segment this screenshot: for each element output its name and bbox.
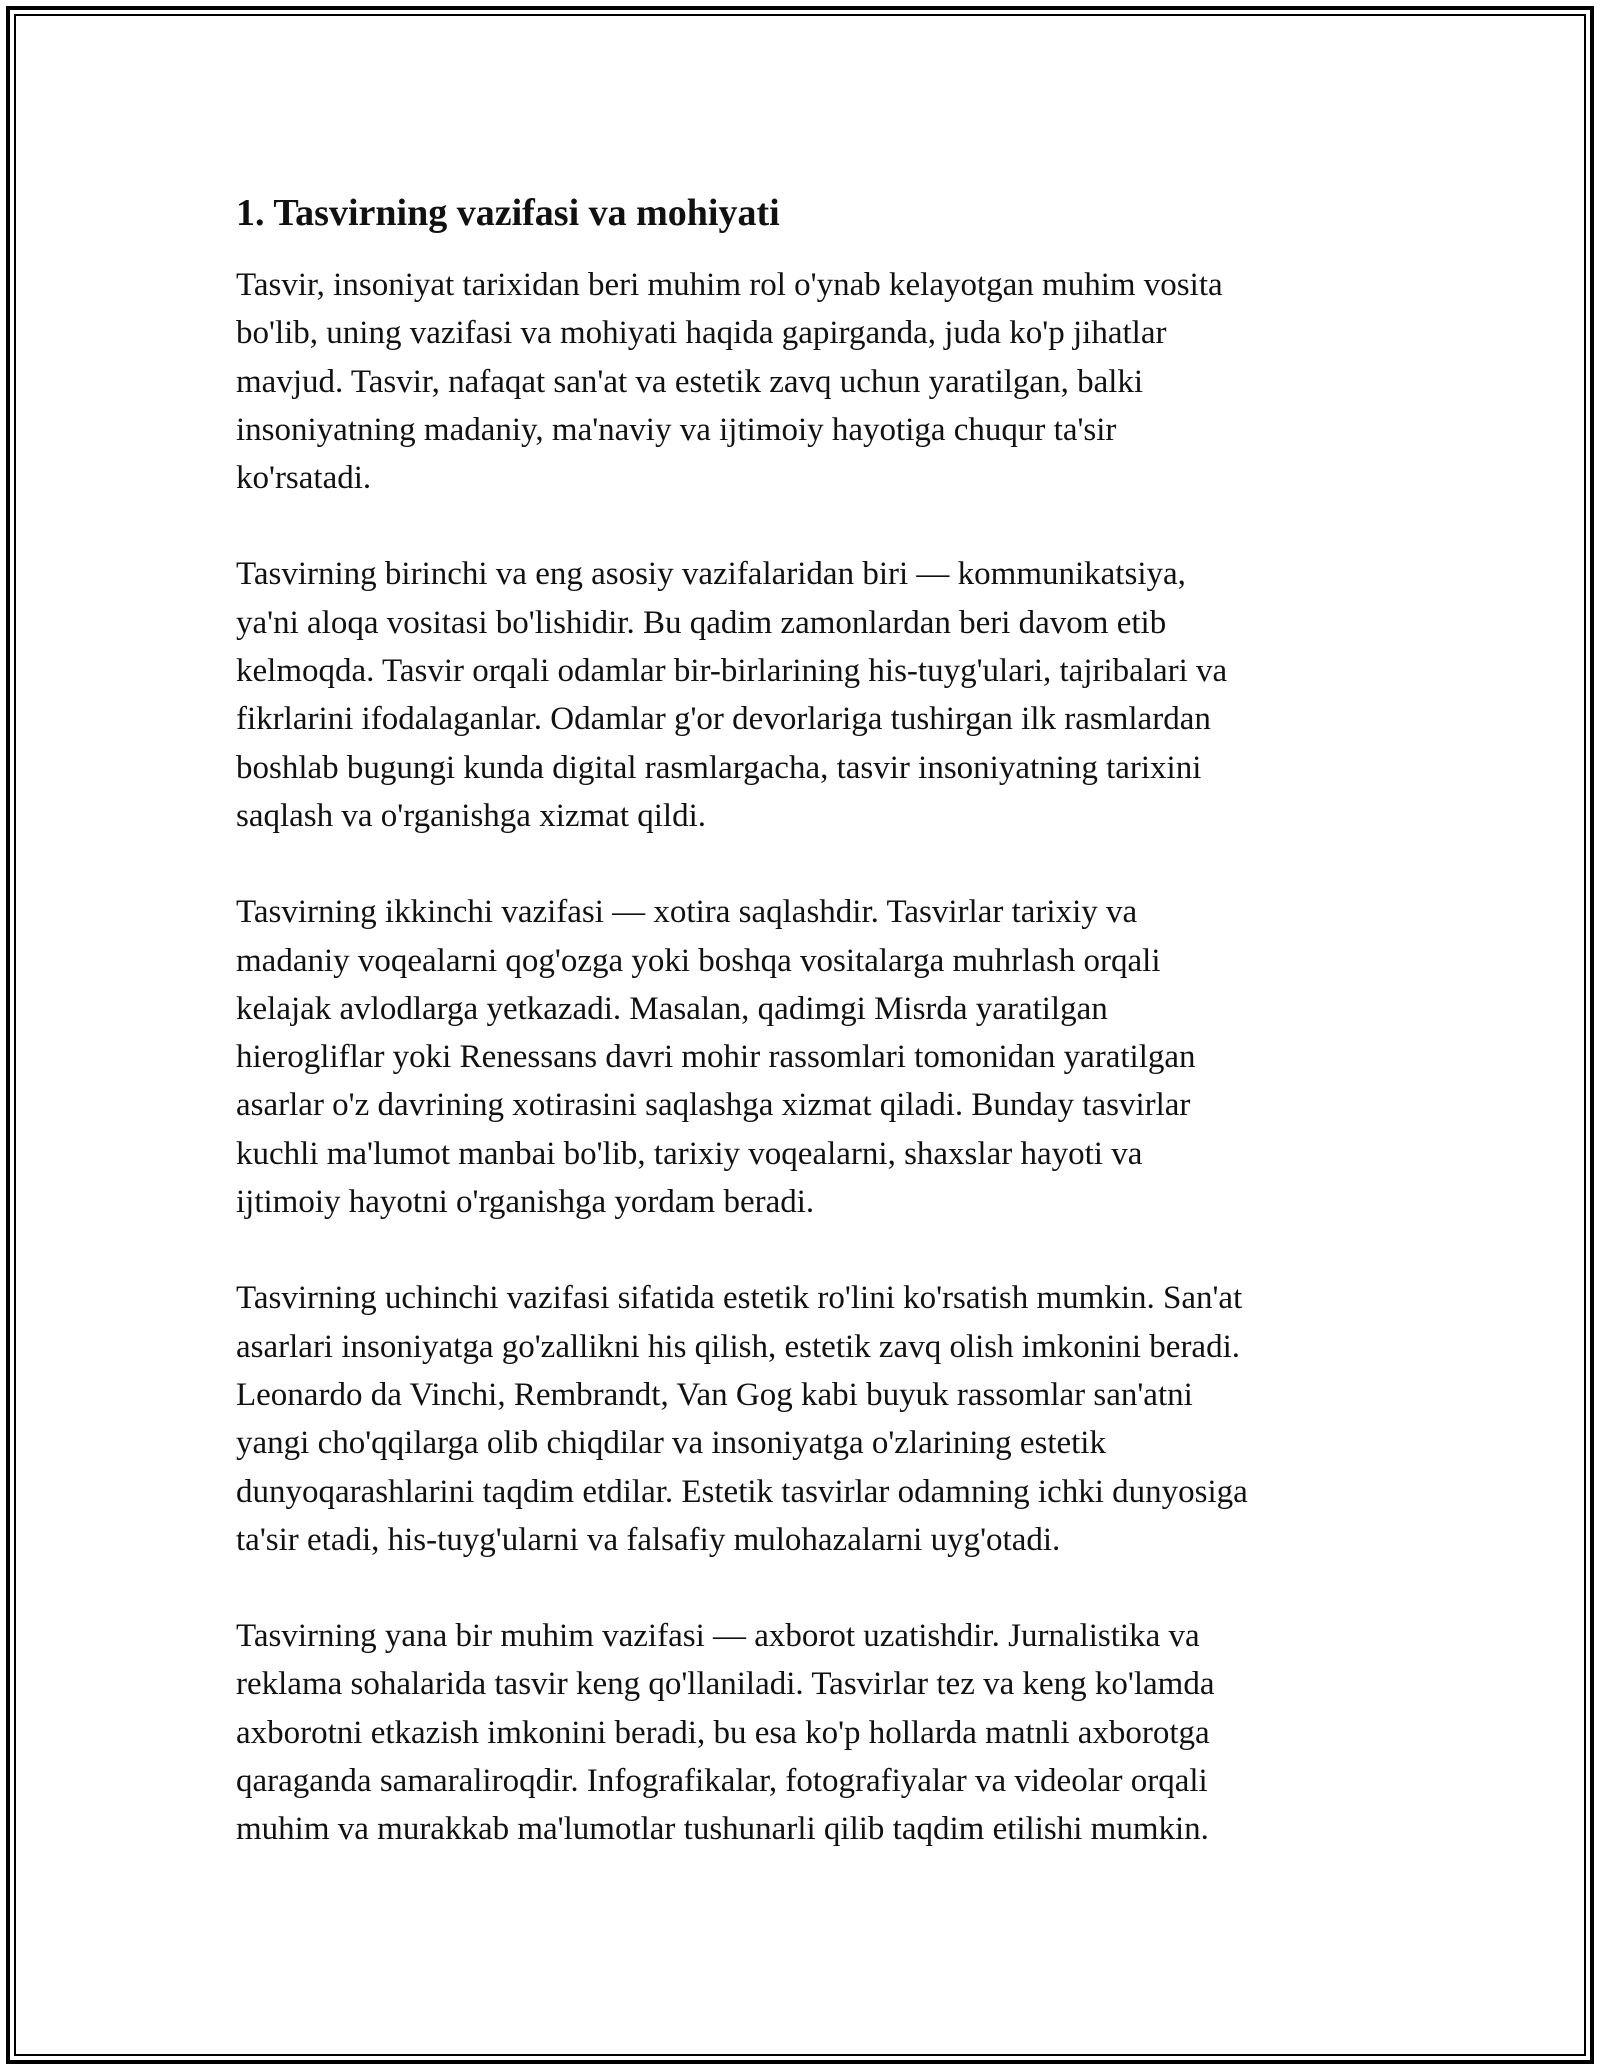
- paragraph-line: insoniyatning madaniy, ma'naviy va ijtimoiy hayotiga chuqur ta'sir: [236, 411, 1117, 448]
- paragraph-line: reklama sohalarida tasvir keng qo'llaniladi. Tasvirlar tez va keng ko'lamda: [236, 1666, 1215, 1703]
- paragraph-line: qaraganda samaraliroqdir. Infografikalar, fotografiyalar va videolar orqali: [236, 1763, 1208, 1800]
- paragraph-line: Tasvirning uchinchi vazifasi sifatida estetik ro'lini ko'rsatish mumkin. San'at: [236, 1280, 1243, 1317]
- document-body: [236, 185, 1376, 1902]
- paragraph-line: Tasvirning ikkinchi vazifasi — xotira saqlashdir. Tasvirlar tarixiy va: [236, 894, 1138, 931]
- paragraph-line: ijtimoiy hayotni o'rganishga yordam beradi.: [236, 1184, 815, 1221]
- paragraph-line: axborotni etkazish imkonini beradi, bu esa ko'p hollarda matnli axborotga: [236, 1714, 1210, 1751]
- paragraph-line: mavjud. Tasvir, nafaqat san'at va estetik zavq uchun yaratilgan, balki: [236, 363, 1144, 400]
- paragraph-line: bo'lib, uning vazifasi va mohiyati haqida gapirganda, juda ko'p jihatlar: [236, 315, 1167, 352]
- paragraph-line: kuchli ma'lumot manbai bo'lib, tarixiy voqealarni, shaxslar hayoti va: [236, 1135, 1143, 1172]
- paragraph-line: muhim va murakkab ma'lumotlar tushunarli qilib taqdim etilishi mumkin.: [236, 1811, 1209, 1848]
- paragraph-line: boshlab bugungi kunda digital rasmlargacha, tasvir insoniyatning tarixini: [236, 749, 1202, 786]
- paragraph-line: kelmoqda. Tasvir orqali odamlar bir-birlarining his-tuyg'ulari, tajribalari va: [236, 653, 1228, 690]
- paragraph-line: yangi cho'qqilarga olib chiqdilar va insoniyatga o'zlarining estetik: [236, 1425, 1106, 1462]
- paragraph-line: ko'rsatadi.: [236, 460, 372, 497]
- paragraph-line: Tasvir, insoniyat tarixidan beri muhim rol o'ynab kelayotgan muhim vosita: [236, 267, 1223, 303]
- paragraph-line: hierogliflar yoki Renessans davri mohir rassomlari tomonidan yaratilgan: [236, 1039, 1196, 1076]
- paragraph-line: kelajak avlodlarga yetkazadi. Masalan, qadimgi Misrda yaratilgan: [236, 990, 1108, 1027]
- paragraph: [236, 261, 1376, 502]
- paragraph: [236, 1274, 1376, 1564]
- paragraph: [236, 1612, 1376, 1853]
- paragraph-line: saqlash va o'rganishga xizmat qildi.: [236, 797, 706, 834]
- paragraph: [236, 888, 1376, 1226]
- paragraph-line: asarlari insoniyatga go'zallikni his qilish, estetik zavq olish imkonini beradi.: [236, 1328, 1241, 1365]
- paragraph-line: Tasvirning yana bir muhim vazifasi — axborot uzatishdir. Jurnalistika va: [236, 1618, 1200, 1655]
- paragraph: [236, 550, 1376, 840]
- paragraph-line: madaniy voqealarni qog'ozga yoki boshqa vositalarga muhrlash orqali: [236, 942, 1161, 979]
- paragraph-line: fikrlarini ifodalaganlar. Odamlar g'or devorlariga tushirgan ilk rasmlardan: [236, 701, 1211, 738]
- paragraph-list: [236, 261, 1376, 1854]
- paragraph-line: ta'sir etadi, his-tuyg'ularni va falsafiy mulohazalarni uyg'otadi.: [236, 1521, 1061, 1558]
- paragraph-line: ya'ni aloqa vositasi bo'lishidir. Bu qadim zamonlardan beri davom etib: [236, 604, 1167, 641]
- section-heading: 1. Tasvirning vazifasi va mohiyati: [236, 192, 780, 234]
- paragraph-line: Tasvirning birinchi va eng asosiy vazifalaridan biri — kommunikatsiya,: [236, 556, 1186, 593]
- paragraph-line: dunyoqarashlarini taqdim etdilar. Estetik tasvirlar odamning ichki dunyosiga: [236, 1473, 1248, 1510]
- paragraph-line: Leonardo da Vinchi, Rembrandt, Van Gog kabi buyuk rassomlar san'atni: [236, 1376, 1193, 1413]
- paragraph-line: asarlar o'z davrining xotirasini saqlashga xizmat qiladi. Bunday tasvirlar: [236, 1087, 1191, 1124]
